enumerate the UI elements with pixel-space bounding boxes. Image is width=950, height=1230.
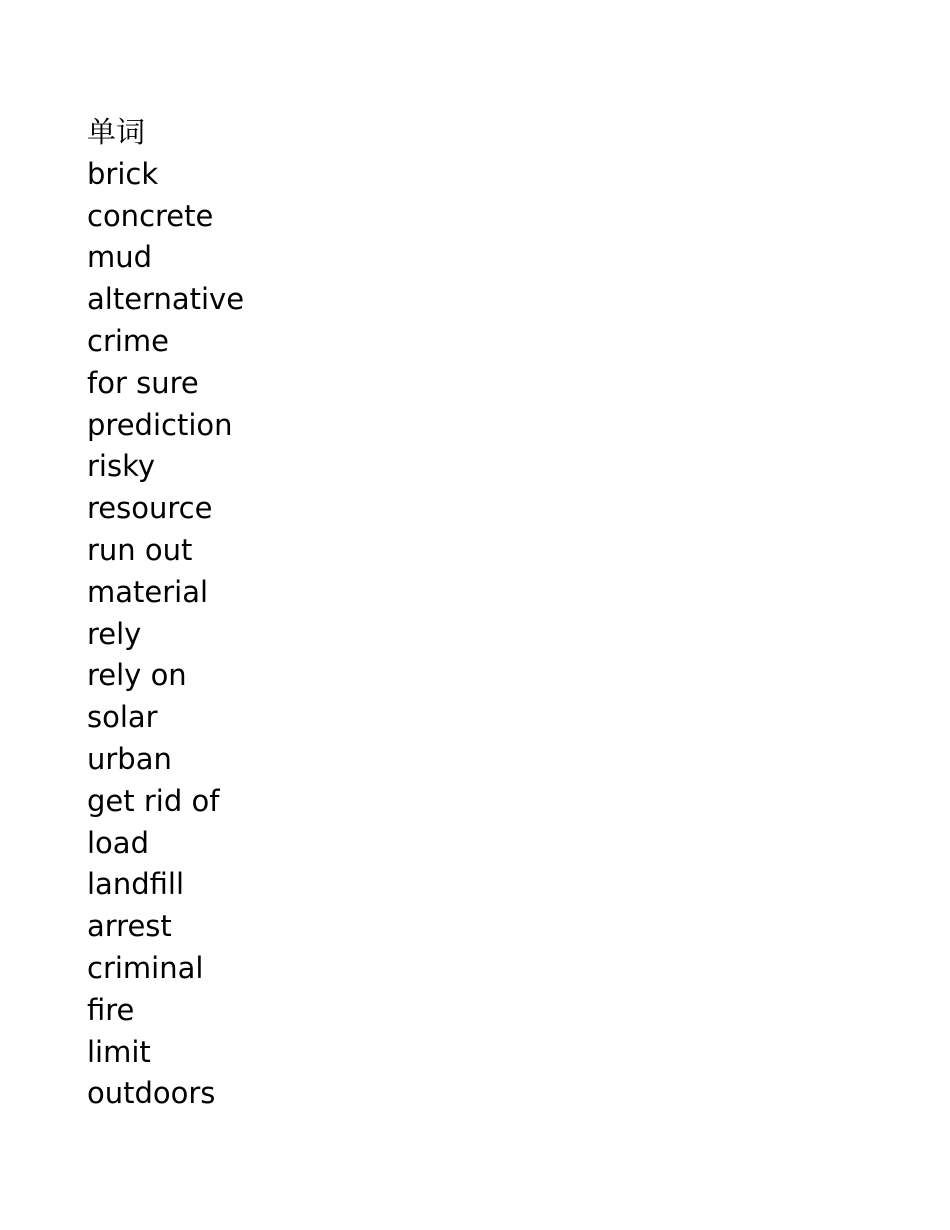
word-item: brick [87, 156, 159, 191]
word-item: mud [87, 240, 153, 275]
word-item: get rid of [87, 783, 220, 818]
word-item: landfill [87, 867, 184, 902]
word-item: run out [87, 532, 193, 567]
word-item: rely [87, 616, 142, 651]
word-item: arrest [87, 909, 172, 944]
word-item: prediction [87, 407, 233, 442]
word-item: risky [87, 449, 156, 484]
word-item: criminal [87, 950, 204, 985]
vocabulary-heading: 单词 [87, 115, 146, 149]
word-item: material [87, 574, 209, 609]
word-item: alternative [87, 282, 245, 317]
word-item: for sure [87, 365, 199, 400]
word-item: urban [87, 741, 172, 776]
vocabulary-list [87, 112, 244, 1115]
word-item: solar [87, 700, 158, 735]
word-item: crime [87, 323, 170, 358]
word-item: rely on [87, 658, 187, 693]
word-item: load [87, 825, 149, 860]
word-item: concrete [87, 198, 214, 233]
word-item: outdoors [87, 1076, 216, 1111]
word-item: resource [87, 491, 213, 526]
word-item: limit [87, 1034, 151, 1069]
word-item: fire [87, 992, 135, 1027]
